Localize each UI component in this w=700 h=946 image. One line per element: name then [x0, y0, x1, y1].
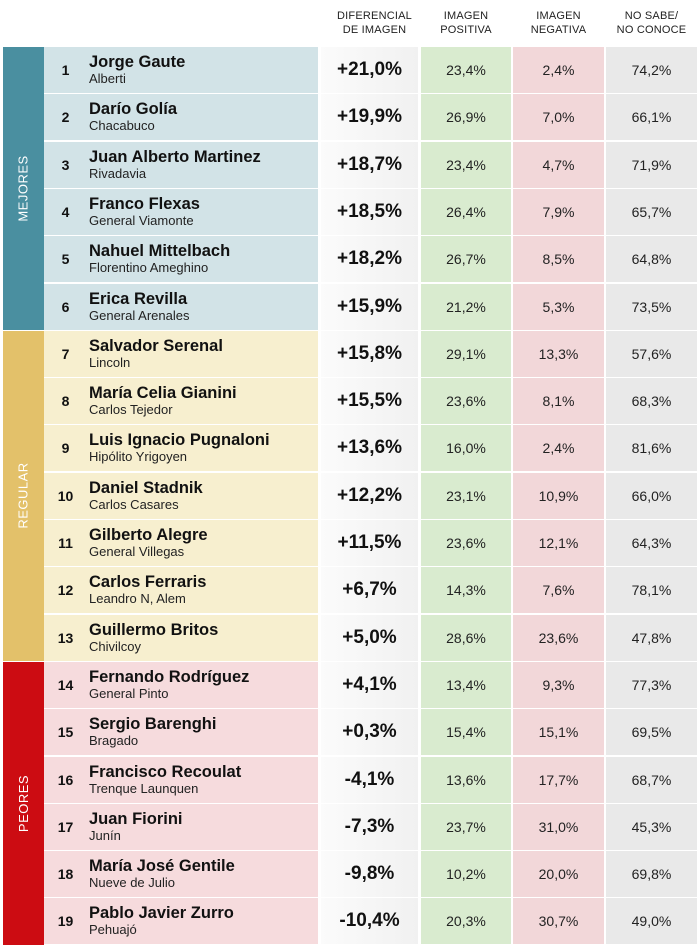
diferencial-value: +12,2% — [321, 473, 418, 519]
positiva-value: 10,2% — [421, 851, 511, 897]
positiva-value: 16,0% — [421, 425, 511, 471]
candidate-cell — [87, 284, 318, 330]
header-positiva — [421, 9, 511, 37]
no-sabe-value: 66,1% — [606, 94, 697, 140]
header-negativa-line1: IMAGEN NEGATIVA — [530, 10, 587, 36]
diferencial-value: -7,3% — [321, 804, 418, 850]
no-sabe-value: 57,6% — [606, 331, 697, 377]
diferencial-value: +19,9% — [321, 94, 418, 140]
rank-number: 1 — [44, 47, 87, 93]
candidate-name: Gilberto Alegre — [89, 526, 208, 544]
candidate-city: Bragado — [89, 733, 139, 749]
diferencial-value: +15,8% — [321, 331, 418, 377]
table-row — [0, 662, 700, 709]
rank-number: 15 — [44, 709, 87, 755]
table-row — [0, 804, 700, 851]
positiva-value: 23,1% — [421, 473, 511, 519]
diferencial-value: +15,9% — [321, 284, 418, 330]
candidate-name: Jorge Gaute — [89, 53, 186, 71]
rank-number: 8 — [44, 378, 87, 424]
positiva-value: 21,2% — [421, 284, 511, 330]
candidate-name: Pablo Javier Zurro — [89, 904, 234, 923]
no-sabe-value: 65,7% — [606, 189, 697, 235]
diferencial-value: -9,8% — [321, 851, 418, 897]
rank-number: 11 — [44, 520, 87, 566]
positiva-value: 15,4% — [421, 709, 511, 755]
candidate-city: Chacabuco — [89, 118, 155, 134]
table-row — [0, 851, 700, 898]
candidate-cell — [87, 520, 318, 566]
table-row — [0, 142, 700, 189]
diferencial-value: +18,5% — [321, 189, 418, 235]
no-sabe-value: 69,8% — [606, 851, 697, 897]
candidate-cell — [87, 615, 318, 661]
negativa-value: 8,1% — [513, 378, 604, 424]
candidate-city: Pehuajó — [89, 922, 137, 938]
candidate-city: Hipólito Yrigoyen — [89, 449, 188, 465]
candidate-cell — [87, 142, 318, 188]
candidate-name: Darío Golía — [89, 100, 178, 119]
group-bar-2 — [3, 662, 44, 945]
header-positiva-line1: IMAGEN POSITIVA — [440, 10, 492, 36]
rank-number: 17 — [44, 804, 87, 850]
group-label: MEJORES — [16, 155, 31, 222]
diferencial-value: +18,7% — [321, 142, 418, 188]
candidate-city: Rivadavia — [89, 165, 147, 181]
header-no-sabe-line1: NO SABE/ NO CONOCE — [616, 10, 687, 36]
candidate-cell — [87, 898, 318, 944]
negativa-value: 9,3% — [513, 662, 604, 708]
candidate-city: General Pinto — [89, 685, 169, 701]
candidate-city: General Villegas — [89, 544, 185, 559]
positiva-value: 23,6% — [421, 520, 511, 566]
positiva-value: 14,3% — [421, 567, 511, 613]
candidate-city: Florentino Ameghino — [89, 260, 209, 276]
negativa-value: 10,9% — [513, 473, 604, 519]
candidate-cell — [87, 709, 318, 755]
negativa-value: 8,5% — [513, 236, 604, 282]
candidate-city: Nueve de Julio — [89, 875, 175, 891]
rank-number: 6 — [44, 284, 87, 330]
candidate-city: Carlos Tejedor — [89, 402, 173, 418]
no-sabe-value: 73,5% — [606, 284, 697, 330]
candidate-cell — [87, 236, 318, 282]
candidate-city: Junín — [89, 827, 121, 843]
table-row — [0, 709, 700, 756]
group-label: REGULAR — [16, 462, 32, 530]
table-row — [0, 94, 700, 141]
diferencial-value: +0,3% — [321, 709, 418, 755]
diferencial-value: +11,5% — [321, 520, 418, 566]
candidate-name: Nahuel Mittelbach — [89, 242, 231, 261]
header-diferencial-line1: DIFERENCIAL DE IMAGEN — [337, 10, 412, 36]
candidate-name: Juan Alberto Martinez — [89, 147, 261, 166]
no-sabe-value: 49,0% — [606, 898, 697, 944]
candidate-name: María Celia Gianini — [89, 384, 237, 403]
candidate-name: Sergio Barenghi — [89, 715, 217, 734]
no-sabe-value: 78,1% — [606, 567, 697, 613]
rank-number: 10 — [44, 473, 87, 519]
rank-number: 13 — [44, 615, 87, 661]
candidate-cell — [87, 473, 318, 519]
no-sabe-value: 81,6% — [606, 425, 697, 471]
negativa-value: 20,0% — [513, 851, 604, 897]
header-diferencial — [321, 9, 428, 37]
negativa-value: 23,6% — [513, 615, 604, 661]
positiva-value: 26,4% — [421, 189, 511, 235]
header-negativa — [513, 9, 604, 37]
rank-number: 9 — [44, 425, 87, 471]
positiva-value: 23,4% — [421, 47, 511, 93]
table-row — [0, 757, 700, 804]
candidate-name: Juan Fiorini — [89, 809, 183, 828]
positiva-value: 28,6% — [421, 615, 511, 661]
rank-number: 7 — [44, 331, 87, 377]
no-sabe-value: 45,3% — [606, 804, 697, 850]
header-no-sabe — [606, 9, 697, 37]
group-bar-0 — [3, 47, 44, 330]
negativa-value: 12,1% — [513, 520, 604, 566]
negativa-value: 7,0% — [513, 94, 604, 140]
rank-number: 14 — [44, 662, 87, 708]
negativa-value: 4,7% — [513, 142, 604, 188]
candidate-city: Lincoln — [89, 354, 131, 370]
diferencial-value: +18,2% — [321, 236, 418, 282]
negativa-value: 2,4% — [513, 425, 604, 471]
negativa-value: 2,4% — [513, 47, 604, 93]
candidate-name: Fernando Rodríguez — [89, 667, 250, 686]
no-sabe-value: 68,3% — [606, 378, 697, 424]
candidate-cell — [87, 378, 318, 424]
candidate-cell — [87, 567, 318, 613]
table-row — [0, 378, 700, 425]
candidate-cell — [87, 47, 318, 93]
positiva-value: 13,4% — [421, 662, 511, 708]
table-row — [0, 236, 700, 283]
negativa-value: 31,0% — [513, 804, 604, 850]
table-row — [0, 898, 700, 945]
diferencial-value: -10,4% — [321, 898, 418, 944]
candidate-cell — [87, 331, 318, 377]
negativa-value: 5,3% — [513, 284, 604, 330]
rank-number: 18 — [44, 851, 87, 897]
rank-number: 4 — [44, 189, 87, 235]
negativa-value: 13,3% — [513, 331, 604, 377]
no-sabe-value: 77,3% — [606, 662, 697, 708]
candidate-cell — [87, 804, 318, 850]
candidate-name: Franco Flexas — [89, 194, 200, 213]
rank-number: 2 — [44, 94, 87, 140]
candidate-city: General Viamonte — [89, 212, 194, 228]
rank-number: 16 — [44, 757, 87, 803]
candidate-cell — [87, 757, 318, 803]
positiva-value: 20,3% — [421, 898, 511, 944]
positiva-value: 23,4% — [421, 142, 511, 188]
positiva-value: 29,1% — [421, 331, 511, 377]
negativa-value: 15,1% — [513, 709, 604, 755]
candidate-name: Carlos Ferraris — [89, 573, 207, 592]
table-row — [0, 473, 700, 520]
positiva-value: 26,9% — [421, 94, 511, 140]
no-sabe-value: 47,8% — [606, 615, 697, 661]
diferencial-value: +6,7% — [321, 567, 418, 613]
candidate-cell — [87, 94, 318, 140]
no-sabe-value: 66,0% — [606, 473, 697, 519]
no-sabe-value: 69,5% — [606, 709, 697, 755]
diferencial-value: +13,6% — [321, 425, 418, 471]
candidate-cell — [87, 189, 318, 235]
rank-number: 3 — [44, 142, 87, 188]
positiva-value: 13,6% — [421, 757, 511, 803]
table-row — [0, 425, 700, 472]
no-sabe-value: 71,9% — [606, 142, 697, 188]
negativa-value: 7,9% — [513, 189, 604, 235]
negativa-value: 17,7% — [513, 757, 604, 803]
negativa-value: 30,7% — [513, 898, 604, 944]
no-sabe-value: 64,3% — [606, 520, 697, 566]
candidate-city: Trenque Launquen — [89, 780, 199, 796]
table-row — [0, 615, 700, 662]
candidate-city: General Arenales — [89, 307, 190, 323]
positiva-value: 23,6% — [421, 378, 511, 424]
candidate-cell — [87, 662, 318, 708]
diferencial-value: -4,1% — [321, 757, 418, 803]
candidate-city: Chivilcoy — [89, 638, 142, 654]
group-bar-1 — [3, 331, 44, 661]
candidate-name: María José Gentile — [89, 857, 235, 876]
diferencial-value: +4,1% — [321, 662, 418, 708]
no-sabe-value: 68,7% — [606, 757, 697, 803]
candidate-name: Salvador Serenal — [89, 336, 223, 355]
table-row — [0, 567, 700, 614]
candidate-name: Daniel Stadnik — [89, 478, 203, 497]
candidate-name: Guillermo Britos — [89, 620, 219, 639]
diferencial-value: +21,0% — [321, 47, 418, 93]
table-row — [0, 189, 700, 236]
candidate-name: Francisco Recoulat — [89, 762, 242, 781]
candidate-name: Luis Ignacio Pugnaloni — [89, 431, 270, 450]
negativa-value: 7,6% — [513, 567, 604, 613]
no-sabe-value: 74,2% — [606, 47, 697, 93]
rank-number: 12 — [44, 567, 87, 613]
diferencial-value: +5,0% — [321, 615, 418, 661]
candidate-cell — [87, 425, 318, 471]
positiva-value: 26,7% — [421, 236, 511, 282]
table-row — [0, 284, 700, 331]
group-label: PEORES — [16, 774, 31, 832]
candidate-city: Leandro N, Alem — [89, 591, 186, 607]
rank-number: 19 — [44, 898, 87, 944]
positiva-value: 23,7% — [421, 804, 511, 850]
candidate-name: Erica Revilla — [89, 289, 188, 308]
table-row — [0, 331, 700, 378]
rank-number: 5 — [44, 236, 87, 282]
table-row — [0, 47, 700, 94]
candidate-cell — [87, 851, 318, 897]
candidate-city: Carlos Casares — [89, 496, 179, 512]
candidate-city: Alberti — [89, 71, 126, 86]
table-row — [0, 520, 700, 567]
table-header — [0, 0, 700, 47]
no-sabe-value: 64,8% — [606, 236, 697, 282]
diferencial-value: +15,5% — [321, 378, 418, 424]
